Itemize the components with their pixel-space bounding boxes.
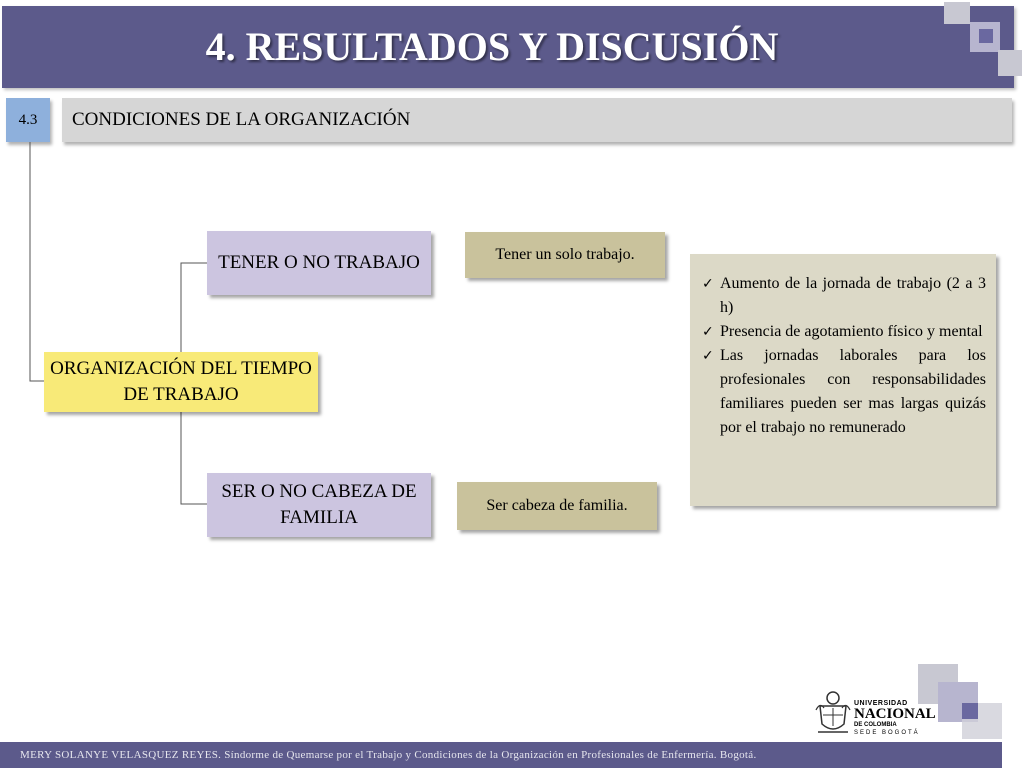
finding-item <box>698 344 986 440</box>
root-label: ORGANIZACIÓN DEL TIEMPO DE TRABAJO <box>50 358 312 405</box>
section-title: CONDICIONES DE LA ORGANIZACIÓN <box>72 109 411 130</box>
branch-box-trabajo <box>207 231 431 295</box>
logo-text: SEDE BOGOTÁ <box>854 730 920 736</box>
detail-label: Ser cabeza de familia. <box>486 497 628 514</box>
branch-label: TENER O NO TRABAJO <box>218 252 420 273</box>
check-icon: ✓ <box>702 324 714 340</box>
finding-text: Las jornadas laborales para los profesionales con responsabilidades familiares pueden ser mas largas quizás por el trabajo no remunerado <box>720 347 986 436</box>
logo-text: DE COLOMBIA <box>854 722 897 728</box>
university-logo <box>814 688 942 740</box>
check-icon: ✓ <box>702 276 714 292</box>
footer-bar <box>0 742 1002 768</box>
footer-citation: MERY SOLANYE VELASQUEZ REYES. Síndorme de Quemarse por el Trabajo y Condiciones de la Organización en Profesionales de Enfermería. Bogotá. <box>20 749 757 761</box>
decorative-square <box>962 703 978 719</box>
logo-text: UNIVERSIDAD <box>854 700 908 707</box>
branch-box-familia <box>207 473 431 537</box>
logo-text: NACIONAL <box>854 706 936 722</box>
section-number: 4.3 <box>6 98 50 142</box>
finding-text: Presencia de agotamiento físico y mental <box>720 323 983 340</box>
coat-of-arms-icon <box>814 688 852 738</box>
detail-box-trabajo <box>465 232 665 278</box>
root-box <box>44 352 318 412</box>
findings-box <box>690 254 996 506</box>
branch-label: SER O NO CABEZA DE FAMILIA <box>221 481 417 528</box>
finding-item <box>698 272 986 320</box>
finding-text: Aumento de la jornada de trabajo (2 a 3 h) <box>720 275 986 316</box>
check-icon: ✓ <box>702 348 714 364</box>
finding-item <box>698 320 986 344</box>
detail-label: Tener un solo trabajo. <box>495 246 635 263</box>
detail-box-familia <box>457 482 657 530</box>
slide-title: 4. RESULTADOS Y DISCUSIÓN <box>205 24 779 69</box>
findings-list <box>698 272 986 440</box>
